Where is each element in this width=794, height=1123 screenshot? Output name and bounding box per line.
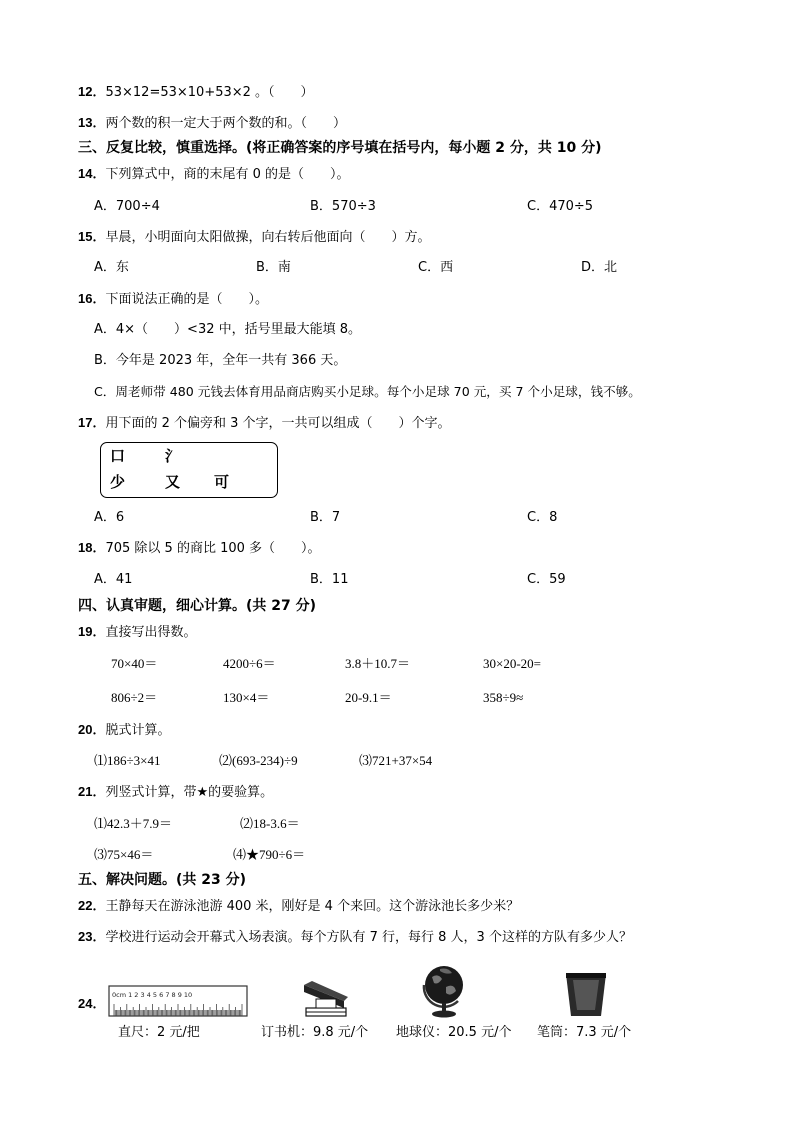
calc-item: ⑶721+37×54 bbox=[359, 753, 433, 768]
section-5-heading: 五、解决问题。(共 23 分) bbox=[78, 872, 247, 888]
question-24 bbox=[78, 996, 105, 1013]
calc-item: ⑴42.3＋7.9＝ bbox=[94, 816, 173, 831]
question-number: 18． bbox=[78, 540, 106, 555]
radical-2: 氵 bbox=[165, 447, 181, 465]
option-c: C．8 bbox=[527, 510, 558, 525]
question-text: 列竖式计算，带★的要验算。 bbox=[105, 785, 274, 800]
question-number: 23． bbox=[78, 929, 106, 944]
option-a: A．东 bbox=[94, 260, 129, 275]
character-1: 少 bbox=[110, 473, 126, 491]
option-b: B．11 bbox=[310, 572, 349, 587]
option-c: C．59 bbox=[527, 572, 566, 587]
option-d: D．北 bbox=[581, 260, 618, 275]
question-text: 脱式计算。 bbox=[105, 723, 171, 738]
radical-character-box bbox=[100, 442, 278, 498]
calc-item: 30×20-20= bbox=[483, 656, 541, 671]
radical-1: 口 bbox=[110, 447, 126, 465]
calc-item: ⑷★790÷6＝ bbox=[233, 847, 306, 862]
option-b: B．今年是 2023 年，全年一共有 366 天。 bbox=[94, 353, 347, 368]
question-number: 20． bbox=[78, 722, 106, 737]
ruler-scale-text: 0cm 1 2 3 4 5 6 7 8 9 10 bbox=[112, 991, 193, 999]
calc-item: ⑴186÷3×41 bbox=[94, 753, 161, 768]
stapler-icon bbox=[300, 975, 350, 1020]
character-3: 可 bbox=[214, 473, 230, 491]
calc-item: ⑵(693-234)÷9 bbox=[219, 753, 298, 768]
question-text: 学校进行运动会开幕式入场表演。每个方队有 7 行，每行 8 人，3 个这样的方队有多少人？ bbox=[105, 930, 632, 945]
option-b: B．南 bbox=[256, 260, 291, 275]
stapler-price: 订书机：9.8 元/个 bbox=[261, 1025, 369, 1040]
option-c: C．西 bbox=[418, 260, 454, 275]
question-text: 直接写出得数。 bbox=[105, 625, 197, 640]
calc-item: 4200÷6＝ bbox=[223, 656, 276, 671]
question-number: 21． bbox=[78, 784, 106, 799]
question-number: 19． bbox=[78, 624, 106, 639]
option-a: A．41 bbox=[94, 572, 133, 587]
question-21 bbox=[78, 784, 273, 801]
question-text: 53×12=53×10+53×2 。（ ） bbox=[105, 85, 314, 100]
question-text: 早晨，小明面向太阳做操，向右转后他面向（ ）方。 bbox=[105, 230, 431, 245]
question-text: 两个数的积一定大于两个数的和。（ ） bbox=[105, 116, 346, 131]
section-3-heading: 三、反复比较，慎重选择。(将正确答案的序号填在括号内，每小题 2 分，共 10 分) bbox=[78, 140, 602, 156]
question-text: 用下面的 2 个偏旁和 3 个字，一共可以组成（ ）个字。 bbox=[105, 416, 451, 431]
question-number: 17． bbox=[78, 415, 106, 430]
question-18 bbox=[78, 540, 321, 557]
question-13 bbox=[78, 115, 346, 132]
section-4-heading: 四、认真审题，细心计算。(共 27 分) bbox=[78, 598, 317, 614]
calc-item: 3.8＋10.7＝ bbox=[345, 656, 411, 671]
calc-item: 130×4＝ bbox=[223, 690, 270, 705]
question-23 bbox=[78, 929, 632, 946]
option-a: A．4×（ ）<32 中，括号里最大能填 8。 bbox=[94, 322, 362, 337]
question-17 bbox=[78, 415, 451, 432]
question-15 bbox=[78, 229, 430, 246]
option-c: C．470÷5 bbox=[527, 199, 594, 214]
option-b: B．570÷3 bbox=[310, 199, 376, 214]
question-number: 22． bbox=[78, 898, 106, 913]
calc-item: 806÷2＝ bbox=[111, 690, 158, 705]
question-14 bbox=[78, 166, 350, 183]
question-16 bbox=[78, 291, 268, 308]
character-2: 又 bbox=[165, 473, 181, 491]
option-b: B．7 bbox=[310, 510, 341, 525]
question-number: 24． bbox=[78, 996, 106, 1011]
question-text: 下面说法正确的是（ ）。 bbox=[105, 292, 268, 307]
calc-item: ⑶75×46＝ bbox=[94, 847, 154, 862]
question-20 bbox=[78, 722, 170, 739]
question-19 bbox=[78, 624, 196, 641]
globe-price: 地球仪：20.5 元/个 bbox=[396, 1025, 512, 1040]
question-22 bbox=[78, 898, 519, 915]
question-number: 13． bbox=[78, 115, 106, 130]
calc-item: 70×40＝ bbox=[111, 656, 158, 671]
option-a: A．700÷4 bbox=[94, 199, 160, 214]
question-number: 12． bbox=[78, 84, 106, 99]
ruler-icon bbox=[108, 985, 248, 1017]
question-text: 705 除以 5 的商比 100 多（ ）。 bbox=[105, 541, 321, 556]
calc-item: ⑵18-3.6＝ bbox=[240, 816, 300, 831]
question-number: 16． bbox=[78, 291, 106, 306]
calc-item: 20-9.1＝ bbox=[345, 690, 392, 705]
pen-holder-icon bbox=[563, 970, 609, 1018]
question-number: 14． bbox=[78, 166, 106, 181]
question-text: 王静每天在游泳池游 400 米，刚好是 4 个来回。这个游泳池长多少米？ bbox=[105, 899, 520, 914]
calc-item: 358÷9≈ bbox=[483, 690, 524, 705]
globe-icon bbox=[418, 963, 470, 1019]
question-number: 15． bbox=[78, 229, 106, 244]
question-text: 下列算式中，商的末尾有 0 的是（ ）。 bbox=[105, 167, 350, 182]
question-12 bbox=[78, 84, 314, 101]
pen-holder-price: 笔筒：7.3 元/个 bbox=[537, 1025, 632, 1040]
ruler-price: 直尺：2 元/把 bbox=[118, 1025, 200, 1040]
option-c: C．周老师带 480 元钱去体育用品商店购买小足球。每个小足球 70 元，买 7 个小足球，钱不够。 bbox=[94, 384, 641, 399]
option-a: A．6 bbox=[94, 510, 125, 525]
